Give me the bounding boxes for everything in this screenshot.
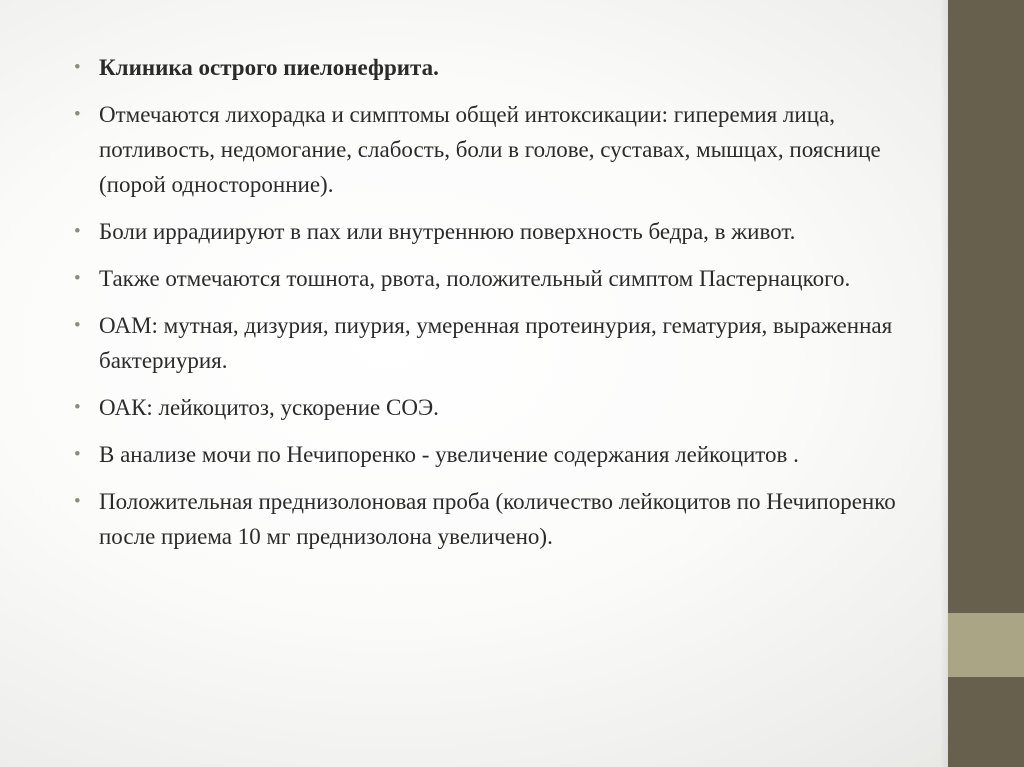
bullet-dot-icon: • (74, 221, 81, 242)
bullet-text: Боли иррадиируют в пах или внутреннюю поверхность бедра, в живот. (99, 219, 796, 244)
bullet-dot-icon: • (74, 491, 81, 512)
bullet-text: В анализе мочи по Нечипоренко - увеличение содержания лейкоцитов . (99, 442, 799, 467)
bullet-text: Положительная преднизолоновая проба (количество лейкоцитов по Нечипоренко после приема 10 мг преднизолона увеличено). (99, 489, 896, 549)
bullet-item-symptoms (70, 97, 900, 202)
side-band-bottom (948, 677, 1024, 767)
side-band-accent (948, 613, 1024, 677)
bullet-item-title (70, 50, 900, 85)
side-panel (948, 0, 1024, 767)
bullet-item-nausea (70, 261, 900, 296)
slide-content (70, 50, 900, 566)
side-band-top (948, 0, 1024, 613)
bullet-text: ОАМ: мутная, дизурия, пиурия, умеренная протеинурия, гематурия, выраженная бактериурия. (99, 313, 893, 373)
bullet-item-urinalysis (70, 308, 900, 378)
bullet-item-prednisolone (70, 484, 900, 554)
bullet-list (70, 50, 900, 554)
bullet-item-blood-test (70, 390, 900, 425)
bullet-text: Также отмечаются тошнота, рвота, положительный симптом Пастернацкого. (99, 266, 851, 291)
bullet-dot-icon: • (74, 315, 81, 336)
bullet-dot-icon: • (74, 444, 81, 465)
bullet-text: Отмечаются лихорадка и симптомы общей интоксикации: гиперемия лица, потливость, недомогание, слабость, боли в голове, суставах, мышцах, пояснице (порой односторонние). (99, 102, 881, 197)
bullet-item-pain (70, 214, 900, 249)
bullet-dot-icon: • (74, 397, 81, 418)
side-panel-shadow (940, 0, 948, 767)
bullet-text: ОАК: лейкоцитоз, ускорение СОЭ. (99, 395, 439, 420)
bullet-dot-icon: • (74, 268, 81, 289)
bullet-dot-icon: • (74, 57, 81, 78)
slide-title: Клиника острого пиелонефрита. (99, 55, 439, 80)
bullet-dot-icon: • (74, 104, 81, 125)
bullet-item-nechiporenko (70, 437, 900, 472)
